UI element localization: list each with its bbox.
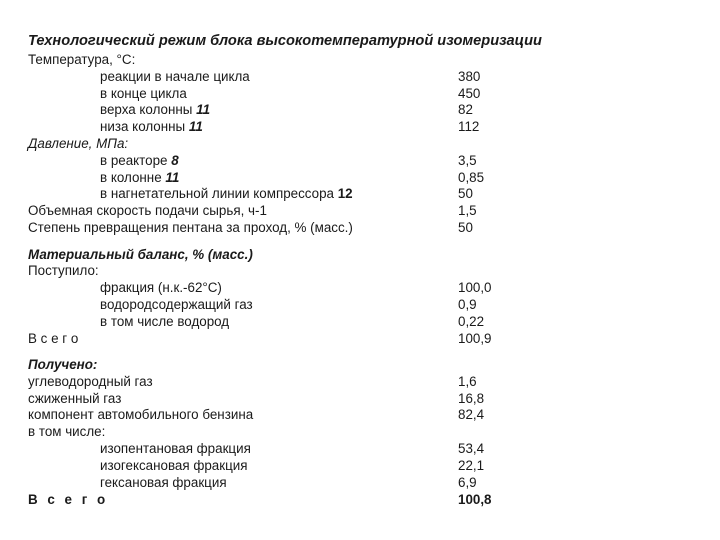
temperature-start-value: 380: [458, 69, 481, 84]
output-gas-label: углеводородный газ: [28, 374, 153, 389]
input-total-label: В с е г о: [28, 331, 79, 346]
conversion-value: 50: [458, 220, 473, 235]
output-gas-value: 1,6: [458, 374, 477, 389]
output-total-value: 100,8: [458, 492, 492, 507]
temperature-bottom-num: 11: [188, 119, 203, 134]
pressure-column-num: 11: [165, 170, 180, 185]
temperature-start-label: реакции в начале цикла: [100, 69, 250, 84]
temperature-top-value: 82: [458, 102, 473, 117]
temperature-bottom-label: [100, 118, 203, 135]
pressure-compressor-text: в нагнетательной линии компрессора: [100, 186, 334, 201]
incl-hexane-label: гексановая фракция: [100, 475, 227, 490]
temperature-end-value: 450: [458, 86, 481, 101]
conversion-label: Степень превращения пентана за проход, % (масс.): [28, 220, 353, 235]
pressure-header: Давление, МПа:: [28, 136, 129, 151]
incl-isopentane-value: 53,4: [458, 441, 485, 456]
space-velocity-value: 1,5: [458, 203, 477, 218]
pressure-compressor-value: 50: [458, 186, 473, 201]
incl-isohexane-value: 22,1: [458, 458, 485, 473]
output-lpg-label: сжиженный газ: [28, 391, 122, 406]
pressure-column-value: 0,85: [458, 170, 485, 185]
output-total-label: В с е г о: [28, 492, 109, 507]
input-total-value: 100,9: [458, 331, 492, 346]
temperature-bottom-text: низа колонны: [100, 119, 186, 134]
output-gasoline-label: компонент автомобильного бензина: [28, 407, 254, 422]
pressure-compressor-label: [100, 185, 353, 202]
pressure-reactor-text: в реакторе: [100, 153, 168, 168]
input-hydrogen-label: в том числе водород: [100, 314, 230, 329]
temperature-header: Температура, °С:: [28, 52, 136, 67]
input-header: Поступило:: [28, 263, 99, 278]
space-velocity-label: Объемная скорость подачи сырья, ч-1: [28, 203, 267, 218]
incl-isopentane-label: изопентановая фракция: [100, 441, 251, 456]
temperature-top-text: верха колонны: [100, 102, 193, 117]
incl-header: в том числе:: [28, 424, 106, 439]
temperature-top-num: 11: [196, 102, 211, 117]
input-hydrogen-gas-value: 0,9: [458, 297, 477, 312]
balance-header: Материальный баланс, % (масс.): [28, 247, 253, 262]
temperature-bottom-value: 112: [458, 119, 480, 134]
pressure-compressor-num: 12: [337, 186, 353, 201]
pressure-reactor-label: [100, 152, 179, 169]
incl-isohexane-label: изогексановая фракция: [100, 458, 248, 473]
temperature-top-label: [100, 101, 210, 118]
input-hydrogen-value: 0,22: [458, 314, 485, 329]
input-fraction-value: 100,0: [458, 280, 492, 295]
output-lpg-value: 16,8: [458, 391, 485, 406]
incl-hexane-value: 6,9: [458, 475, 477, 490]
input-hydrogen-gas-label: водородсодержащий газ: [100, 297, 253, 312]
output-gasoline-value: 82,4: [458, 407, 485, 422]
pressure-column-label: [100, 169, 179, 186]
pressure-reactor-num: 8: [171, 153, 179, 168]
pressure-column-text: в колонне: [100, 170, 162, 185]
input-fraction-label: фракция (н.к.-62°С): [100, 280, 222, 295]
output-header: Получено:: [28, 357, 98, 372]
document-title: Технологический режим блока высокотемпературной изомеризации: [28, 33, 542, 49]
pressure-reactor-value: 3,5: [458, 153, 477, 168]
temperature-end-label: в конце цикла: [100, 86, 187, 101]
